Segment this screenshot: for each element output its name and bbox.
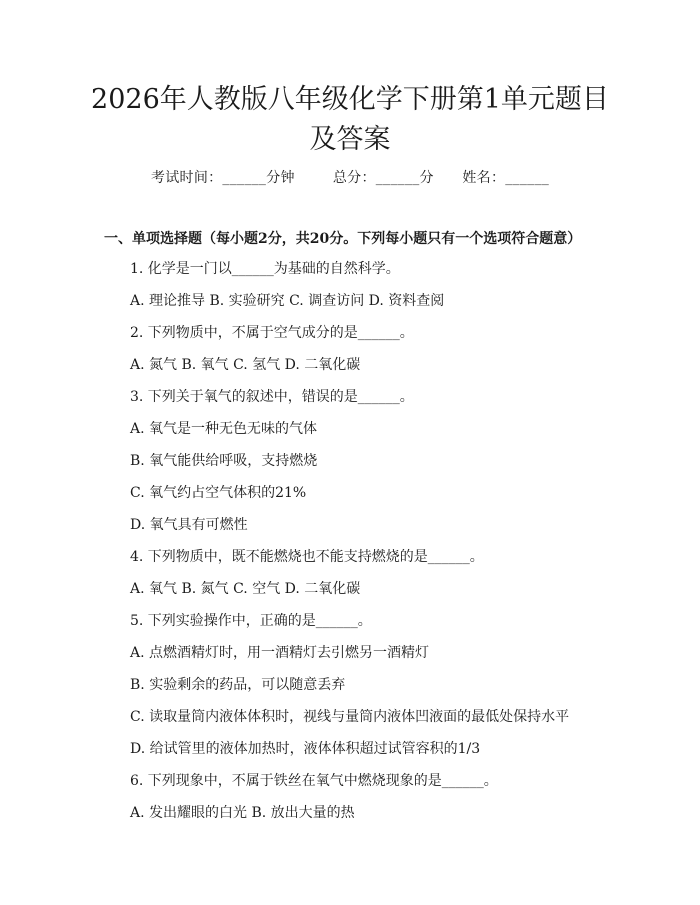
- question-3-option-a: A. 氧气是一种无色无味的气体: [130, 421, 318, 437]
- question-5: 5. 下列实验操作中，正确的是______。: [130, 613, 372, 629]
- total-score-field: 总分：______分: [332, 170, 434, 186]
- question-5-option-c: C. 读取量筒内液体体积时，视线与量筒内液体凹液面的最低处保持水平: [130, 709, 570, 725]
- title-line-2: 及答案: [309, 124, 391, 155]
- question-1-options: A. 理论推导 B. 实验研究 C. 调查访问 D. 资料查阅: [130, 293, 445, 309]
- question-6: 6. 下列现象中，不属于铁丝在氧气中燃烧现象的是______。: [130, 773, 498, 789]
- question-3-option-c: C. 氧气约占空气体积的21%: [130, 485, 307, 501]
- title-line-1: 2026年人教版八年级化学下册第1单元题目: [91, 84, 609, 115]
- question-4: 4. 下列物质中，既不能燃烧也不能支持燃烧的是______。: [130, 549, 484, 565]
- page-title: [0, 80, 700, 160]
- question-3: 3. 下列关于氧气的叙述中，错误的是______。: [130, 389, 414, 405]
- question-2-options: A. 氮气 B. 氧气 C. 氢气 D. 二氧化碳: [130, 357, 361, 373]
- question-4-options: A. 氧气 B. 氮气 C. 空气 D. 二氧化碳: [130, 581, 361, 597]
- question-6-options: A. 发出耀眼的白光 B. 放出大量的热: [130, 805, 355, 821]
- question-5-option-b: B. 实验剩余的药品，可以随意丢弃: [130, 677, 346, 693]
- question-3-option-d: D. 氧气具有可燃性: [130, 517, 248, 533]
- exam-time-field: 考试时间：______分钟: [150, 170, 295, 186]
- question-1: 1. 化学是一门以______为基础的自然科学。: [130, 261, 400, 277]
- exam-meta: [0, 168, 700, 188]
- section-heading: 一、单项选择题（每小题2分，共20分。下列每小题只有一个选项符合题意）: [104, 231, 582, 247]
- question-5-option-d: D. 给试管里的液体加热时，液体体积超过试管容积的1/3: [130, 741, 481, 757]
- question-3-option-b: B. 氧气能供给呼吸，支持燃烧: [130, 453, 318, 469]
- student-name-field: 姓名：______: [462, 170, 550, 186]
- question-2: 2. 下列物质中，不属于空气成分的是______。: [130, 325, 414, 341]
- question-5-option-a: A. 点燃酒精灯时，用一酒精灯去引燃另一酒精灯: [130, 645, 430, 661]
